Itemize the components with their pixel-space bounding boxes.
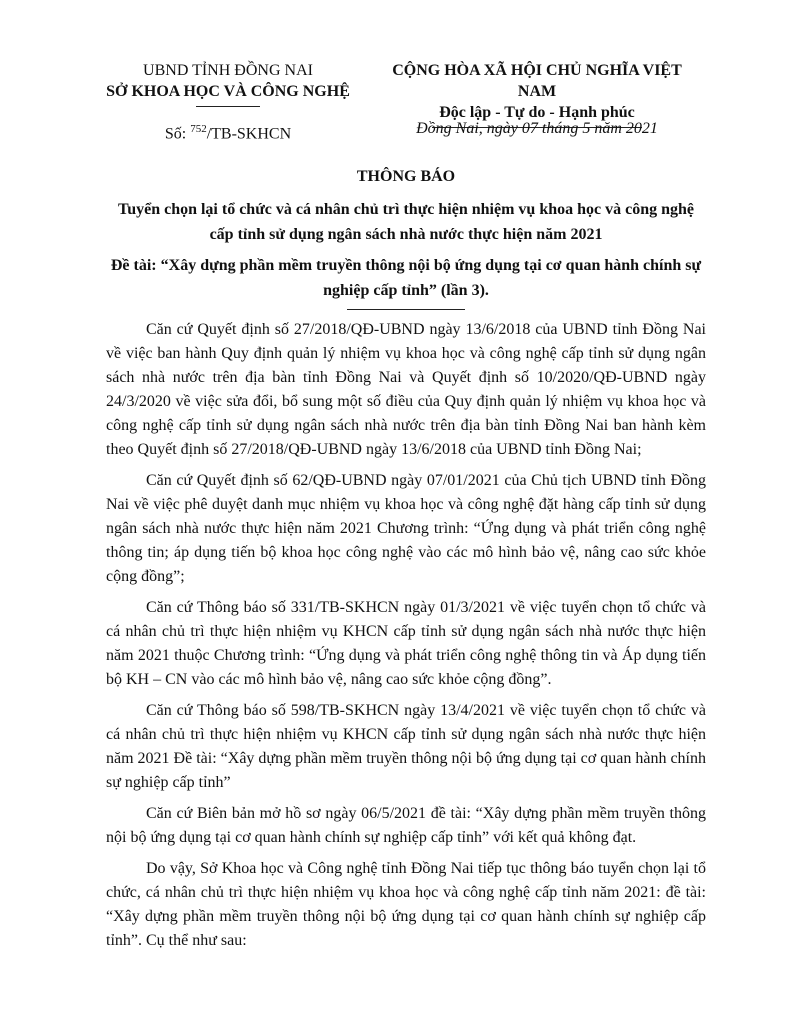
body-paragraph: Căn cứ Quyết định số 62/QĐ-UBND ngày 07/01/2021 của Chủ tịch UBND tỉnh Đồng Nai về việc phê duyệt danh mục nhiệm vụ khoa học và công nghệ đặt hàng cấp tỉnh sử dụng ngân sách nhà nước thực hiện năm 2021 Chương trình: “Ứng dụng và phát triển công nghệ thông tin; áp dụng tiến bộ khoa học công nghệ vào các mô hình bảo vệ, nâng cao sức khỏe cộng đồng”; xyxy=(106,472,706,585)
agency-parent: UBND TỈNH ĐỒNG NAI xyxy=(143,62,313,79)
agency-underline xyxy=(196,106,260,107)
body-paragraph: Căn cứ Biên bản mở hồ sơ ngày 06/5/2021 đề tài: “Xây dựng phần mềm truyền thông nội bộ ứng dụng tại cơ quan hành chính sự nghiệp cấp tỉnh” với kết quả không đạt. xyxy=(106,805,706,846)
place-date: Đồng Nai, ngày 07 tháng 5 năm 2021 xyxy=(416,120,658,137)
body-paragraph: Căn cứ Thông báo số 598/TB-SKHCN ngày 13/4/2021 về việc tuyển chọn tổ chức và cá nhân chủ trì thực hiện nhiệm vụ KHCN cấp tỉnh sử dụng ngân sách nhà nước thực hiện năm 2021 Đề tài: “Xây dựng phần mềm truyền thông nội bộ ứng dụng tại cơ quan hành chính sự nghiệp cấp tỉnh” xyxy=(106,702,706,791)
body-paragraph: Do vậy, Sở Khoa học và Công nghệ tỉnh Đồng Nai tiếp tục thông báo tuyển chọn lại tổ chức, cá nhân chủ trì thực hiện nhiệm vụ khoa học và công nghệ cấp tỉnh năm 2021: đề tài: “Xây dựng phần mềm truyền thông nội bộ ứng dụng tại cơ quan hành chính sự nghiệp cấp tỉnh”. Cụ thể như sau: xyxy=(106,860,706,949)
agency-name: SỞ KHOA HỌC VÀ CÔNG NGHỆ xyxy=(106,83,350,100)
title-underline xyxy=(347,309,465,310)
agency-header xyxy=(92,60,364,107)
national-motto: Độc lập - Tự do - Hạnh phúc xyxy=(439,104,635,121)
document-number xyxy=(92,118,364,145)
document-topic: Đề tài: “Xây dựng phần mềm truyền thông nội bộ ứng dụng tại cơ quan hành chính sự nghiệp cấp tỉnh” (lần 3). xyxy=(110,257,702,299)
body-paragraph: Căn cứ Thông báo số 331/TB-SKHCN ngày 01/3/2021 về việc tuyển chọn tổ chức và cá nhân chủ trì thực hiện nhiệm vụ KHCN cấp tỉnh sử dụng ngân sách nhà nước thực hiện năm 2021 thuộc Chương trình: “Ứng dụng và phát triển công nghệ thông tin và Áp dụng tiến bộ KH – CN vào các mô hình bảo vệ, nâng cao sức khỏe cộng đồng”. xyxy=(106,599,706,688)
document-subject: Tuyển chọn lại tổ chức và cá nhân chủ trì thực hiện nhiệm vụ khoa học và công nghệ cấp tỉnh sử dụng ngân sách nhà nước thực hiện năm 2021 xyxy=(117,201,695,243)
doc-number-prefix: Số: xyxy=(164,125,187,143)
doc-number-value: 752 xyxy=(190,123,207,135)
body-paragraph: Căn cứ Quyết định số 27/2018/QĐ-UBND ngày 13/6/2018 của UBND tỉnh Đồng Nai về việc ban hành Quy định quản lý nhiệm vụ khoa học và công nghệ cấp tỉnh sử dụng ngân sách nhà nước trên địa bàn tỉnh Đồng Nai và Quyết định số 10/2020/QĐ-UBND ngày 24/3/2020 về việc sửa đổi, bổ sung một số điều của Quy định quản lý nhiệm vụ khoa học và công nghệ cấp tỉnh sử dụng ngân sách nhà nước trên địa bàn tỉnh Đồng Nai ban hành kèm theo Quyết định số 27/2018/QĐ-UBND ngày 13/6/2018 của UBND tỉnh Đồng Nai; xyxy=(106,321,706,458)
doc-number-suffix: /TB-SKHCN xyxy=(206,125,292,143)
document-type-title: THÔNG BÁO xyxy=(356,168,456,185)
document-body xyxy=(106,318,706,960)
national-name: CỘNG HÒA XÃ HỘI CHỦ NGHĨA VIỆT NAM xyxy=(392,62,682,100)
title-block xyxy=(106,164,706,310)
